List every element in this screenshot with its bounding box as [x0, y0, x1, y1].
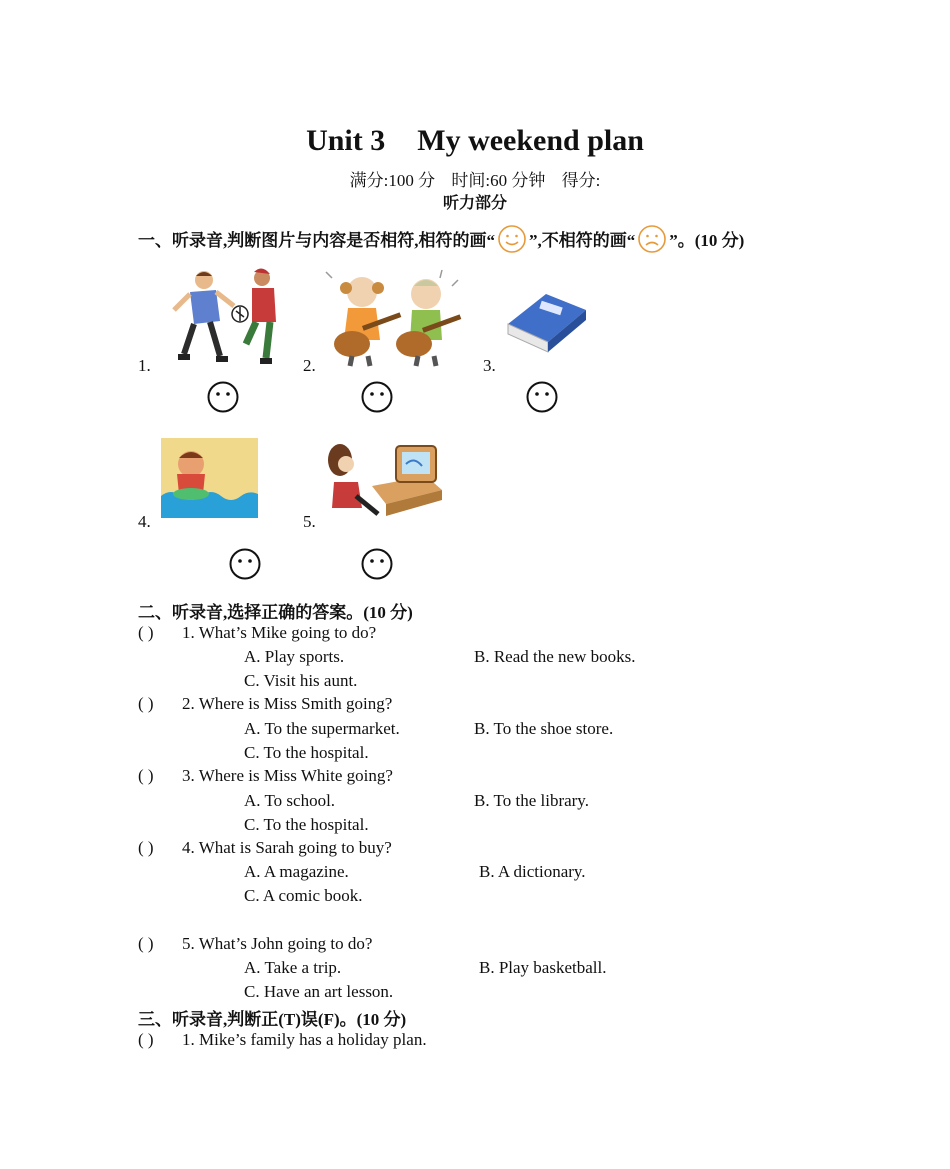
option-c: C. To the hospital.	[244, 743, 369, 762]
children-guitar-picture	[322, 266, 464, 368]
answer-blank[interactable]: ( )	[138, 766, 154, 785]
sad-face-icon	[637, 224, 667, 254]
time-limit: 时间:60 分钟	[451, 171, 546, 190]
option-b: B. Play basketball.	[479, 958, 607, 977]
listening-section-label: 听力部分	[442, 193, 507, 212]
page-title	[0, 124, 950, 158]
item-number: 4.	[138, 512, 151, 531]
answer-blank[interactable]: ( )	[138, 934, 154, 953]
question-text: 2. Where is Miss Smith going?	[182, 694, 393, 713]
answer-blank[interactable]: ( )	[138, 694, 154, 713]
question-3	[138, 766, 393, 786]
answer-face-icon[interactable]	[526, 381, 558, 413]
option-b: B. To the library.	[474, 791, 589, 810]
question-2	[138, 694, 392, 714]
option-b: B. Read the new books.	[474, 647, 636, 666]
part1-suffix: ”。(10 分)	[669, 231, 745, 250]
part1-prefix: 一、听录音,判断图片与内容是否相符,相符的画“	[138, 231, 495, 250]
option-c: C. Visit his aunt.	[244, 671, 358, 690]
answer-blank[interactable]: ( )	[138, 623, 154, 642]
answer-blank[interactable]: ( )	[138, 838, 154, 857]
unit-number: Unit 3	[306, 124, 386, 157]
unit-name: My weekend plan	[417, 124, 644, 157]
full-score: 满分:100 分	[349, 171, 436, 190]
answer-face-icon[interactable]	[207, 381, 239, 413]
question-1	[138, 623, 376, 643]
option-c: C. To the hospital.	[244, 815, 369, 834]
answer-blank[interactable]: ( )	[138, 1030, 154, 1049]
option-b: B. A dictionary.	[479, 862, 586, 881]
item-number: 2.	[303, 356, 316, 375]
option-b: B. To the shoe store.	[474, 719, 614, 738]
question-text: 3. Where is Miss White going?	[182, 766, 393, 785]
item-number: 5.	[303, 512, 316, 531]
smiley-face-icon	[497, 224, 527, 254]
boy-swimming-picture	[161, 438, 258, 518]
answer-face-icon[interactable]	[361, 548, 393, 580]
question-text: 1. Mike’s family has a holiday plan.	[182, 1030, 427, 1049]
question-text: 5. What’s John going to do?	[182, 934, 373, 953]
option-a: A. A magazine.	[244, 862, 349, 881]
exam-meta	[0, 166, 950, 191]
part2-heading: 二、听录音,选择正确的答案。(10 分)	[138, 603, 413, 622]
option-a: A. To school.	[244, 791, 336, 810]
option-c: C. A comic book.	[244, 886, 363, 905]
blue-book-picture	[502, 290, 588, 356]
option-a: A. To the supermarket.	[244, 719, 400, 738]
computer-user-picture	[326, 434, 442, 520]
part1-middle: ”,不相符的画“	[529, 231, 636, 250]
tf-question-1	[138, 1030, 427, 1050]
part1-heading	[138, 224, 744, 254]
question-text: 1. What’s Mike going to do?	[182, 623, 377, 642]
item-number: 3.	[483, 356, 496, 375]
question-4	[138, 838, 392, 858]
answer-face-icon[interactable]	[229, 548, 261, 580]
answer-face-icon[interactable]	[361, 381, 393, 413]
question-5	[138, 934, 372, 954]
part3-heading: 三、听录音,判断正(T)误(F)。(10 分)	[138, 1010, 407, 1029]
option-a: A. Take a trip.	[244, 958, 342, 977]
question-text: 4. What is Sarah going to buy?	[182, 838, 392, 857]
soccer-players-picture	[160, 266, 282, 366]
score-field: 得分:	[561, 171, 601, 190]
option-c: C. Have an art lesson.	[244, 982, 394, 1001]
option-a: A. Play sports.	[244, 647, 345, 666]
item-number: 1.	[138, 356, 151, 375]
